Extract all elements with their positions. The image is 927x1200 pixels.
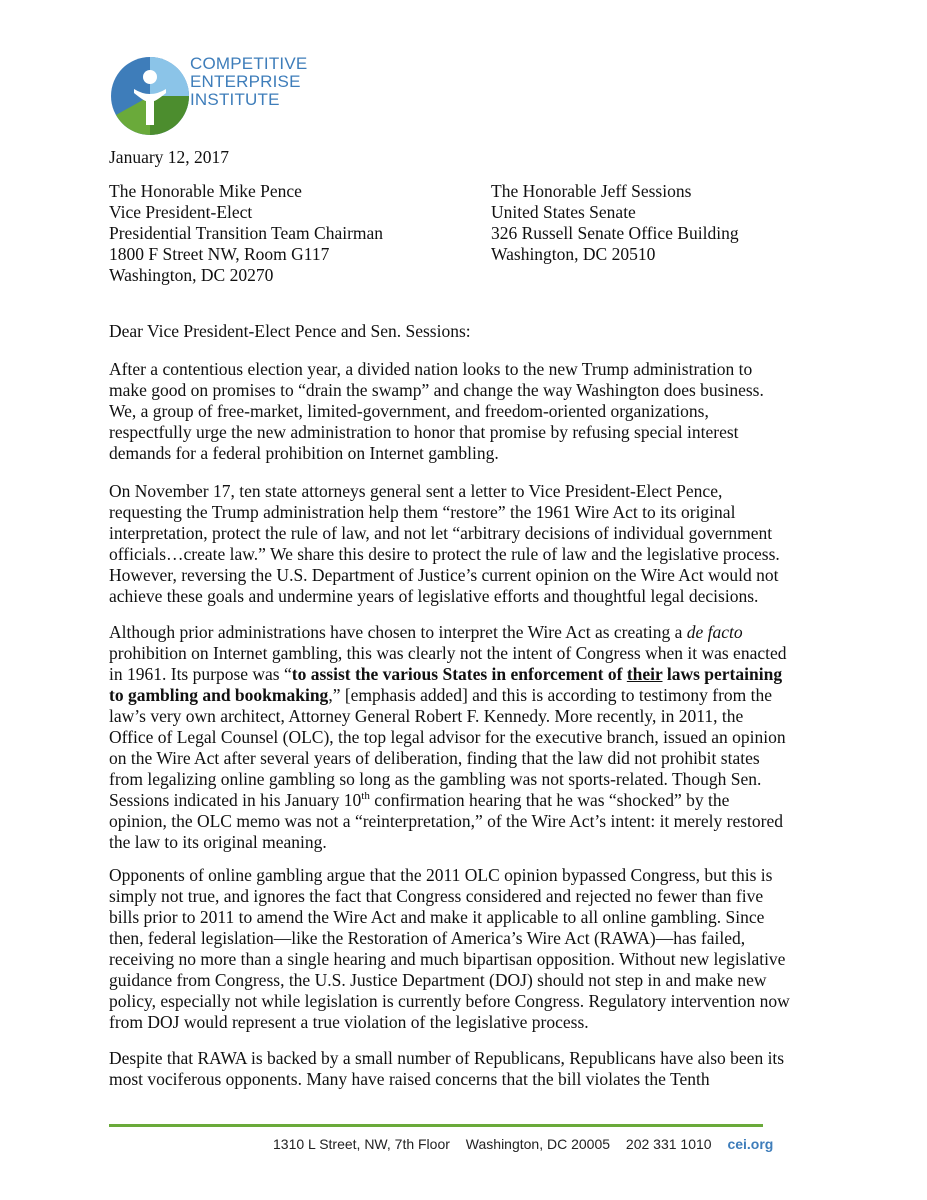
text-line: then, federal legislation—like the Restoration of America’s Wire Act (RAWA)—has failed, xyxy=(109,928,746,948)
recipient-pence-address xyxy=(109,181,383,286)
text-line: from legalizing online gambling so long as the gambling was not sports-related. Though Sen. xyxy=(109,769,762,789)
salutation: Dear Vice President-Elect Pence and Sen. Sessions: xyxy=(109,321,471,341)
address-line: Vice President-Elect xyxy=(109,202,253,222)
address-line: Washington, DC 20270 xyxy=(109,265,274,285)
text-line xyxy=(109,790,821,811)
text-run: confirmation hearing that he was “shocked” by the xyxy=(369,790,730,810)
text-line: Office of Legal Counsel (OLC), the top legal advisor for the executive branch, issued an opinion xyxy=(109,727,786,747)
bold-quote: to gambling and bookmaking xyxy=(109,685,329,705)
text-run: ,” [emphasis added] and this is according to testimony from the xyxy=(328,685,773,705)
cei-logo xyxy=(110,55,340,140)
superscript: th xyxy=(361,790,370,803)
text-run: in 1961. Its purpose was “ xyxy=(109,664,292,684)
paragraph-3 xyxy=(109,622,821,853)
text-line: On November 17, ten state attorneys general sent a letter to Vice President-Elect Pence, xyxy=(109,481,723,501)
text-line: respectfully urge the new administration to honor that promise by refusing special interest xyxy=(109,422,739,442)
address-line: 326 Russell Senate Office Building xyxy=(491,223,739,243)
address-line: 1800 F Street NW, Room G117 xyxy=(109,244,330,264)
text-line: We, a group of free-market, limited-government, and freedom-oriented organizations, xyxy=(109,401,709,421)
text-line: most vociferous opponents. Many have raised concerns that the bill violates the Tenth xyxy=(109,1069,710,1089)
text-line: simply not true, and ignores the fact that Congress considered and rejected no fewer than five xyxy=(109,886,764,906)
text-line: interpretation, protect the rule of law, and not let “arbitrary decisions of individual government xyxy=(109,523,773,543)
footer-website-link[interactable]: cei.org xyxy=(727,1136,774,1152)
org-name-line-2: ENTERPRISE xyxy=(190,72,301,91)
text-line: achieve these goals and undermine years of legislative efforts and thoughtful legal decisions. xyxy=(109,586,759,606)
letter-date: January 12, 2017 xyxy=(109,147,230,167)
paragraph-4 xyxy=(109,865,821,1033)
org-name xyxy=(190,55,307,109)
text-line: guidance from Congress, the U.S. Justice Department (DOJ) should not step in and make new xyxy=(109,970,767,990)
text-line: receiving no more than a single hearing and much bipartisan opposition. Without new legislative xyxy=(109,949,786,969)
paragraph-1 xyxy=(109,359,821,464)
text-line: opinion, the OLC memo was not a “reinterpretation,” of the Wire Act’s intent: it merely restored xyxy=(109,811,783,831)
text-line: requesting the Trump administration help them “restore” the 1961 Wire Act to its original xyxy=(109,502,736,522)
footer-divider xyxy=(109,1124,763,1127)
text-line: policy, especially not while legislation is currently before Congress. Regulatory intervention now xyxy=(109,991,790,1011)
paragraph-2 xyxy=(109,481,821,607)
text-line: law’s very own architect, Attorney General Robert F. Kennedy. More recently, in 2011, the xyxy=(109,706,744,726)
text-line: prohibition on Internet gambling, this was clearly not the intent of Congress when it was enacted xyxy=(109,643,787,663)
org-name-line-1: COMPETITIVE xyxy=(190,54,308,73)
footer-phone: 202 331 1010 xyxy=(625,1136,712,1152)
address-line: Washington, DC 20510 xyxy=(491,244,656,264)
text-line: bills prior to 2011 to amend the Wire Act and make it applicable to all online gambling. Since xyxy=(109,907,765,927)
text-line xyxy=(109,622,821,643)
text-line: on the Wire Act after several years of deliberation, finding that the law did not prohibit states xyxy=(109,748,760,768)
text-line: make good on promises to “drain the swamp” and change the way Washington does business. xyxy=(109,380,764,400)
address-line: The Honorable Mike Pence xyxy=(109,181,302,201)
italic-text: de facto xyxy=(686,622,743,642)
address-line: The Honorable Jeff Sessions xyxy=(491,181,692,201)
bold-underlined-word: their xyxy=(626,664,663,684)
org-name-line-3: INSTITUTE xyxy=(190,90,280,109)
text-line: However, reversing the U.S. Department of Justice’s current opinion on the Wire Act would not xyxy=(109,565,779,585)
footer xyxy=(273,1136,773,1152)
address-line: United States Senate xyxy=(491,202,636,222)
cei-logo-icon xyxy=(110,55,190,137)
text-run: Although prior administrations have chosen to interpret the Wire Act as creating a xyxy=(109,622,687,642)
recipient-sessions-address xyxy=(491,181,739,265)
text-line: the law to its original meaning. xyxy=(109,832,327,852)
footer-city: Washington, DC 20005 xyxy=(465,1136,611,1152)
text-line xyxy=(109,664,821,685)
bold-quote: laws pertaining xyxy=(662,664,783,684)
text-run: Sessions indicated in his January 10 xyxy=(109,790,362,810)
bold-quote: to assist the various States in enforcement of xyxy=(291,664,627,684)
text-line xyxy=(109,685,821,706)
text-line: Despite that RAWA is backed by a small number of Republicans, Republicans have also been its xyxy=(109,1048,785,1068)
address-line: Presidential Transition Team Chairman xyxy=(109,223,384,243)
paragraph-5 xyxy=(109,1048,821,1090)
text-line: Opponents of online gambling argue that the 2011 OLC opinion bypassed Congress, but this is xyxy=(109,865,773,885)
text-line: After a contentious election year, a divided nation looks to the new Trump administration to xyxy=(109,359,753,379)
text-line: from DOJ would represent a true violation of the legislative process. xyxy=(109,1012,589,1032)
text-line: demands for a federal prohibition on Internet gambling. xyxy=(109,443,499,463)
footer-address: 1310 L Street, NW, 7th Floor xyxy=(273,1136,450,1152)
text-line: officials…create law.” We share this desire to protect the rule of law and the legislative process. xyxy=(109,544,780,564)
